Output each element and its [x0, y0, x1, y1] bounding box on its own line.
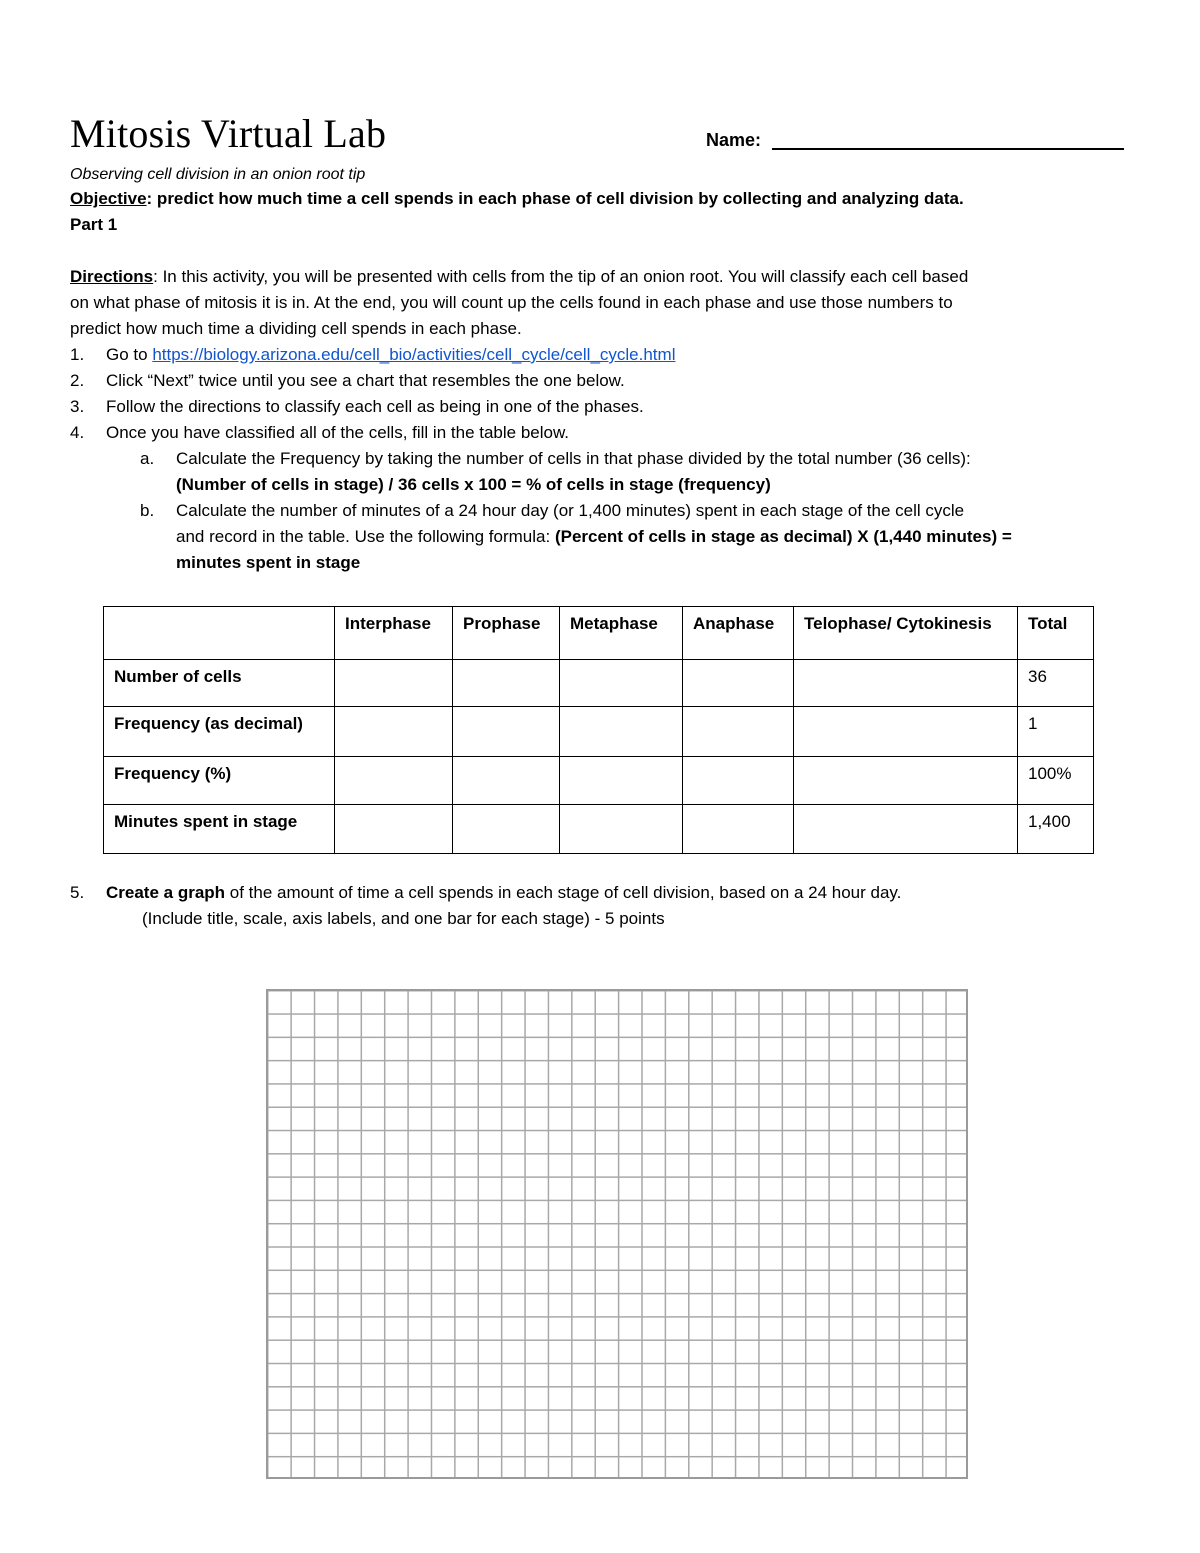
input-cell[interactable]	[683, 660, 794, 707]
objective	[70, 186, 1130, 212]
name-label: Name:	[706, 130, 762, 150]
table-row	[104, 707, 1094, 757]
row-label: Frequency (as decimal)	[104, 707, 335, 757]
objective-label: Objective	[70, 189, 147, 208]
table-header-cell	[104, 607, 335, 660]
total-cell: 100%	[1018, 757, 1094, 805]
name-blank-line[interactable]	[772, 128, 1124, 150]
lab-link[interactable]: https://biology.arizona.edu/cell_bio/activities/cell_cycle/cell_cycle.html	[152, 345, 676, 364]
input-cell[interactable]	[683, 707, 794, 757]
input-cell[interactable]	[453, 805, 560, 854]
total-cell: 1	[1018, 707, 1094, 757]
total-cell: 1,400	[1018, 805, 1094, 854]
directions	[70, 264, 1130, 290]
input-cell[interactable]	[794, 805, 1018, 854]
directions-line-1: : In this activity, you will be presented with cells from the tip of an onion root. You will classify each cell based	[153, 267, 969, 286]
table-header-cell: Anaphase	[683, 607, 794, 660]
list-item: 2. Click “Next” twice until you see a chart that resembles the one below.	[70, 371, 625, 390]
input-cell[interactable]	[560, 707, 683, 757]
input-cell[interactable]	[683, 757, 794, 805]
phase-data-table	[103, 606, 1094, 854]
input-cell[interactable]	[794, 757, 1018, 805]
step-5: 5. Create a graph of the amount of time a cell spends in each stage of cell division, based on a 24 hour day. (Include title, scale, axis labels, and one bar for each stage) - 5 points	[70, 880, 1130, 932]
part-label: Part 1	[70, 215, 118, 234]
input-cell[interactable]	[335, 660, 453, 707]
row-label: Frequency (%)	[104, 757, 335, 805]
input-cell[interactable]	[453, 707, 560, 757]
substeps-list	[70, 446, 1130, 576]
table-header-cell: Interphase	[335, 607, 453, 660]
input-cell[interactable]	[560, 660, 683, 707]
table-header-row	[104, 607, 1094, 660]
objective-text: : predict how much time a cell spends in each phase of cell division by collecting and analyzing data.	[146, 189, 964, 208]
input-cell[interactable]	[560, 757, 683, 805]
directions-line-3: predict how much time a dividing cell spends in each phase.	[70, 319, 522, 338]
input-cell[interactable]	[453, 660, 560, 707]
input-cell[interactable]	[794, 660, 1018, 707]
list-item: b. Calculate the number of minutes of a 24 hour day (or 1,400 minutes) spent in each stage of the cell cycle and record in the table. Use the following formula: (Percent of cells in stage as decimal) X (1,440 minutes) = minutes spent in stage	[140, 501, 1012, 572]
list-item: 4. Once you have classified all of the cells, fill in the table below.	[70, 423, 570, 442]
table-header-cell: Metaphase	[560, 607, 683, 660]
list-item: 3. Follow the directions to classify each cell as being in one of the phases.	[70, 397, 644, 416]
graph-paper-grid[interactable]	[266, 989, 968, 1479]
page-title: Mitosis Virtual Lab	[70, 111, 387, 156]
table-row	[104, 805, 1094, 854]
steps-list	[70, 342, 1130, 446]
row-label: Minutes spent in stage	[104, 805, 335, 854]
title-row	[70, 108, 1130, 160]
create-graph-label: Create a graph	[106, 883, 226, 902]
list-item: 1. Go to https://biology.arizona.edu/cell_bio/activities/cell_cycle/cell_cycle.html	[70, 345, 676, 364]
list-item: a. Calculate the Frequency by taking the number of cells in that phase divided by the total number (36 cells): (Number of cells in stage) / 36 cells x 100 = % of cells in stage (frequency)	[140, 449, 971, 494]
table-row	[104, 660, 1094, 707]
worksheet-page	[70, 108, 1130, 576]
minutes-formula: (Percent of cells in stage as decimal) X (1,440 minutes) =	[554, 527, 1012, 546]
frequency-formula: (Number of cells in stage) / 36 cells x 100 = % of cells in stage (frequency)	[176, 475, 771, 494]
table-header-cell: Prophase	[453, 607, 560, 660]
table-header-cell: Telophase/ Cytokinesis	[794, 607, 1018, 660]
input-cell[interactable]	[335, 757, 453, 805]
table-row	[104, 757, 1094, 805]
directions-label: Directions	[70, 267, 154, 286]
input-cell[interactable]	[335, 707, 453, 757]
input-cell[interactable]	[335, 805, 453, 854]
input-cell[interactable]	[683, 805, 794, 854]
input-cell[interactable]	[794, 707, 1018, 757]
directions-line-2: on what phase of mitosis it is in. At the end, you will count up the cells found in each phase and use those numbers to	[70, 293, 953, 312]
subtitle: Observing cell division in an onion root tip	[70, 166, 366, 183]
total-cell: 36	[1018, 660, 1094, 707]
graph-instructions: (Include title, scale, axis labels, and one bar for each stage) - 5 points	[142, 909, 665, 928]
row-label: Number of cells	[104, 660, 335, 707]
table-header-cell: Total	[1018, 607, 1094, 660]
input-cell[interactable]	[453, 757, 560, 805]
input-cell[interactable]	[560, 805, 683, 854]
